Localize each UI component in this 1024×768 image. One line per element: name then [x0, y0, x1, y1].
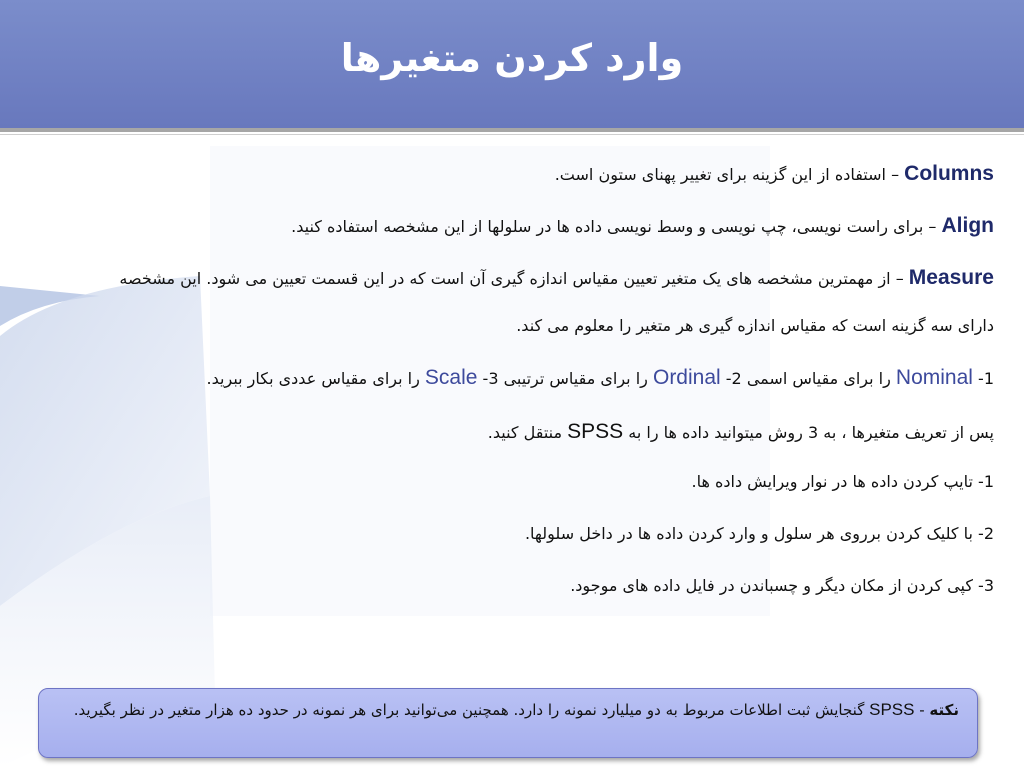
nominal-term: Nominal: [895, 366, 973, 389]
measure-line: [119, 266, 994, 290]
align-line: [291, 214, 994, 238]
note-spss: SPSS: [869, 700, 915, 719]
columns-line: [555, 162, 994, 186]
method-2: 2- با کلیک کردن برروی هر سلول و وارد کردن داده ها در داخل سلولها.: [524, 524, 994, 543]
method-3: 3- کپی کردن از مکان دیگر و چسباندن در فایل داده های موجود.: [570, 576, 994, 595]
title-divider-thin: [0, 134, 1024, 135]
note-text: گنجایش ثبت اطلاعات مربوط به دو میلیارد نمونه را دارد. همچنین می‌توانید برای هر نمونه در حدود ده هزار متغیر در نظر بگیرید.: [73, 701, 870, 719]
measure-term: Measure: [908, 266, 994, 289]
scales-suffix: را برای مقیاس عددی بکار ببرید.: [206, 369, 425, 388]
scales-mid2: را برای مقیاس ترتیبی 3-: [477, 369, 653, 388]
slide-title: وارد کردن متغیرها: [340, 36, 684, 80]
methods-intro-after: منتقل کنید.: [487, 423, 568, 442]
methods-intro-line: [488, 420, 994, 444]
ordinal-term: Ordinal: [652, 366, 721, 389]
measure-text: – از مهمترین مشخصه های یک متغیر تعیین مقیاس اندازه گیری آن است که در این قسمت تعیین می شود. این مشخصه: [119, 269, 909, 288]
columns-text: – استفاده از این گزینه برای تغییر پهنای ستون است.: [554, 165, 905, 184]
note-box: [38, 688, 978, 758]
spss-term: SPSS: [567, 420, 624, 443]
note-dash: -: [914, 701, 930, 719]
scales-prefix: 1-: [972, 369, 994, 388]
scales-mid1: را برای مقیاس اسمی 2-: [720, 369, 896, 388]
note-label: نکته: [929, 701, 959, 719]
columns-term: Columns: [904, 162, 994, 185]
align-text: – برای راست نویسی، چپ نویسی و وسط نویسی داده ها در سلولها از این مشخصه استفاده کنید.: [291, 217, 942, 236]
scale-term: Scale: [424, 366, 478, 389]
method-1: 1- تایپ کردن داده ها در نوار ویرایش داده ها.: [691, 472, 994, 491]
measure-continuation: دارای سه گزینه است که مقیاس اندازه گیری هر متغیر را معلوم می کند.: [516, 316, 994, 335]
align-term: Align: [941, 214, 994, 237]
scales-line: [207, 366, 994, 390]
title-bar: [0, 0, 1024, 129]
title-divider: [0, 128, 1024, 132]
methods-intro-before: پس از تعریف متغیرها ، به 3 روش میتوانید داده ها را به: [623, 423, 994, 442]
